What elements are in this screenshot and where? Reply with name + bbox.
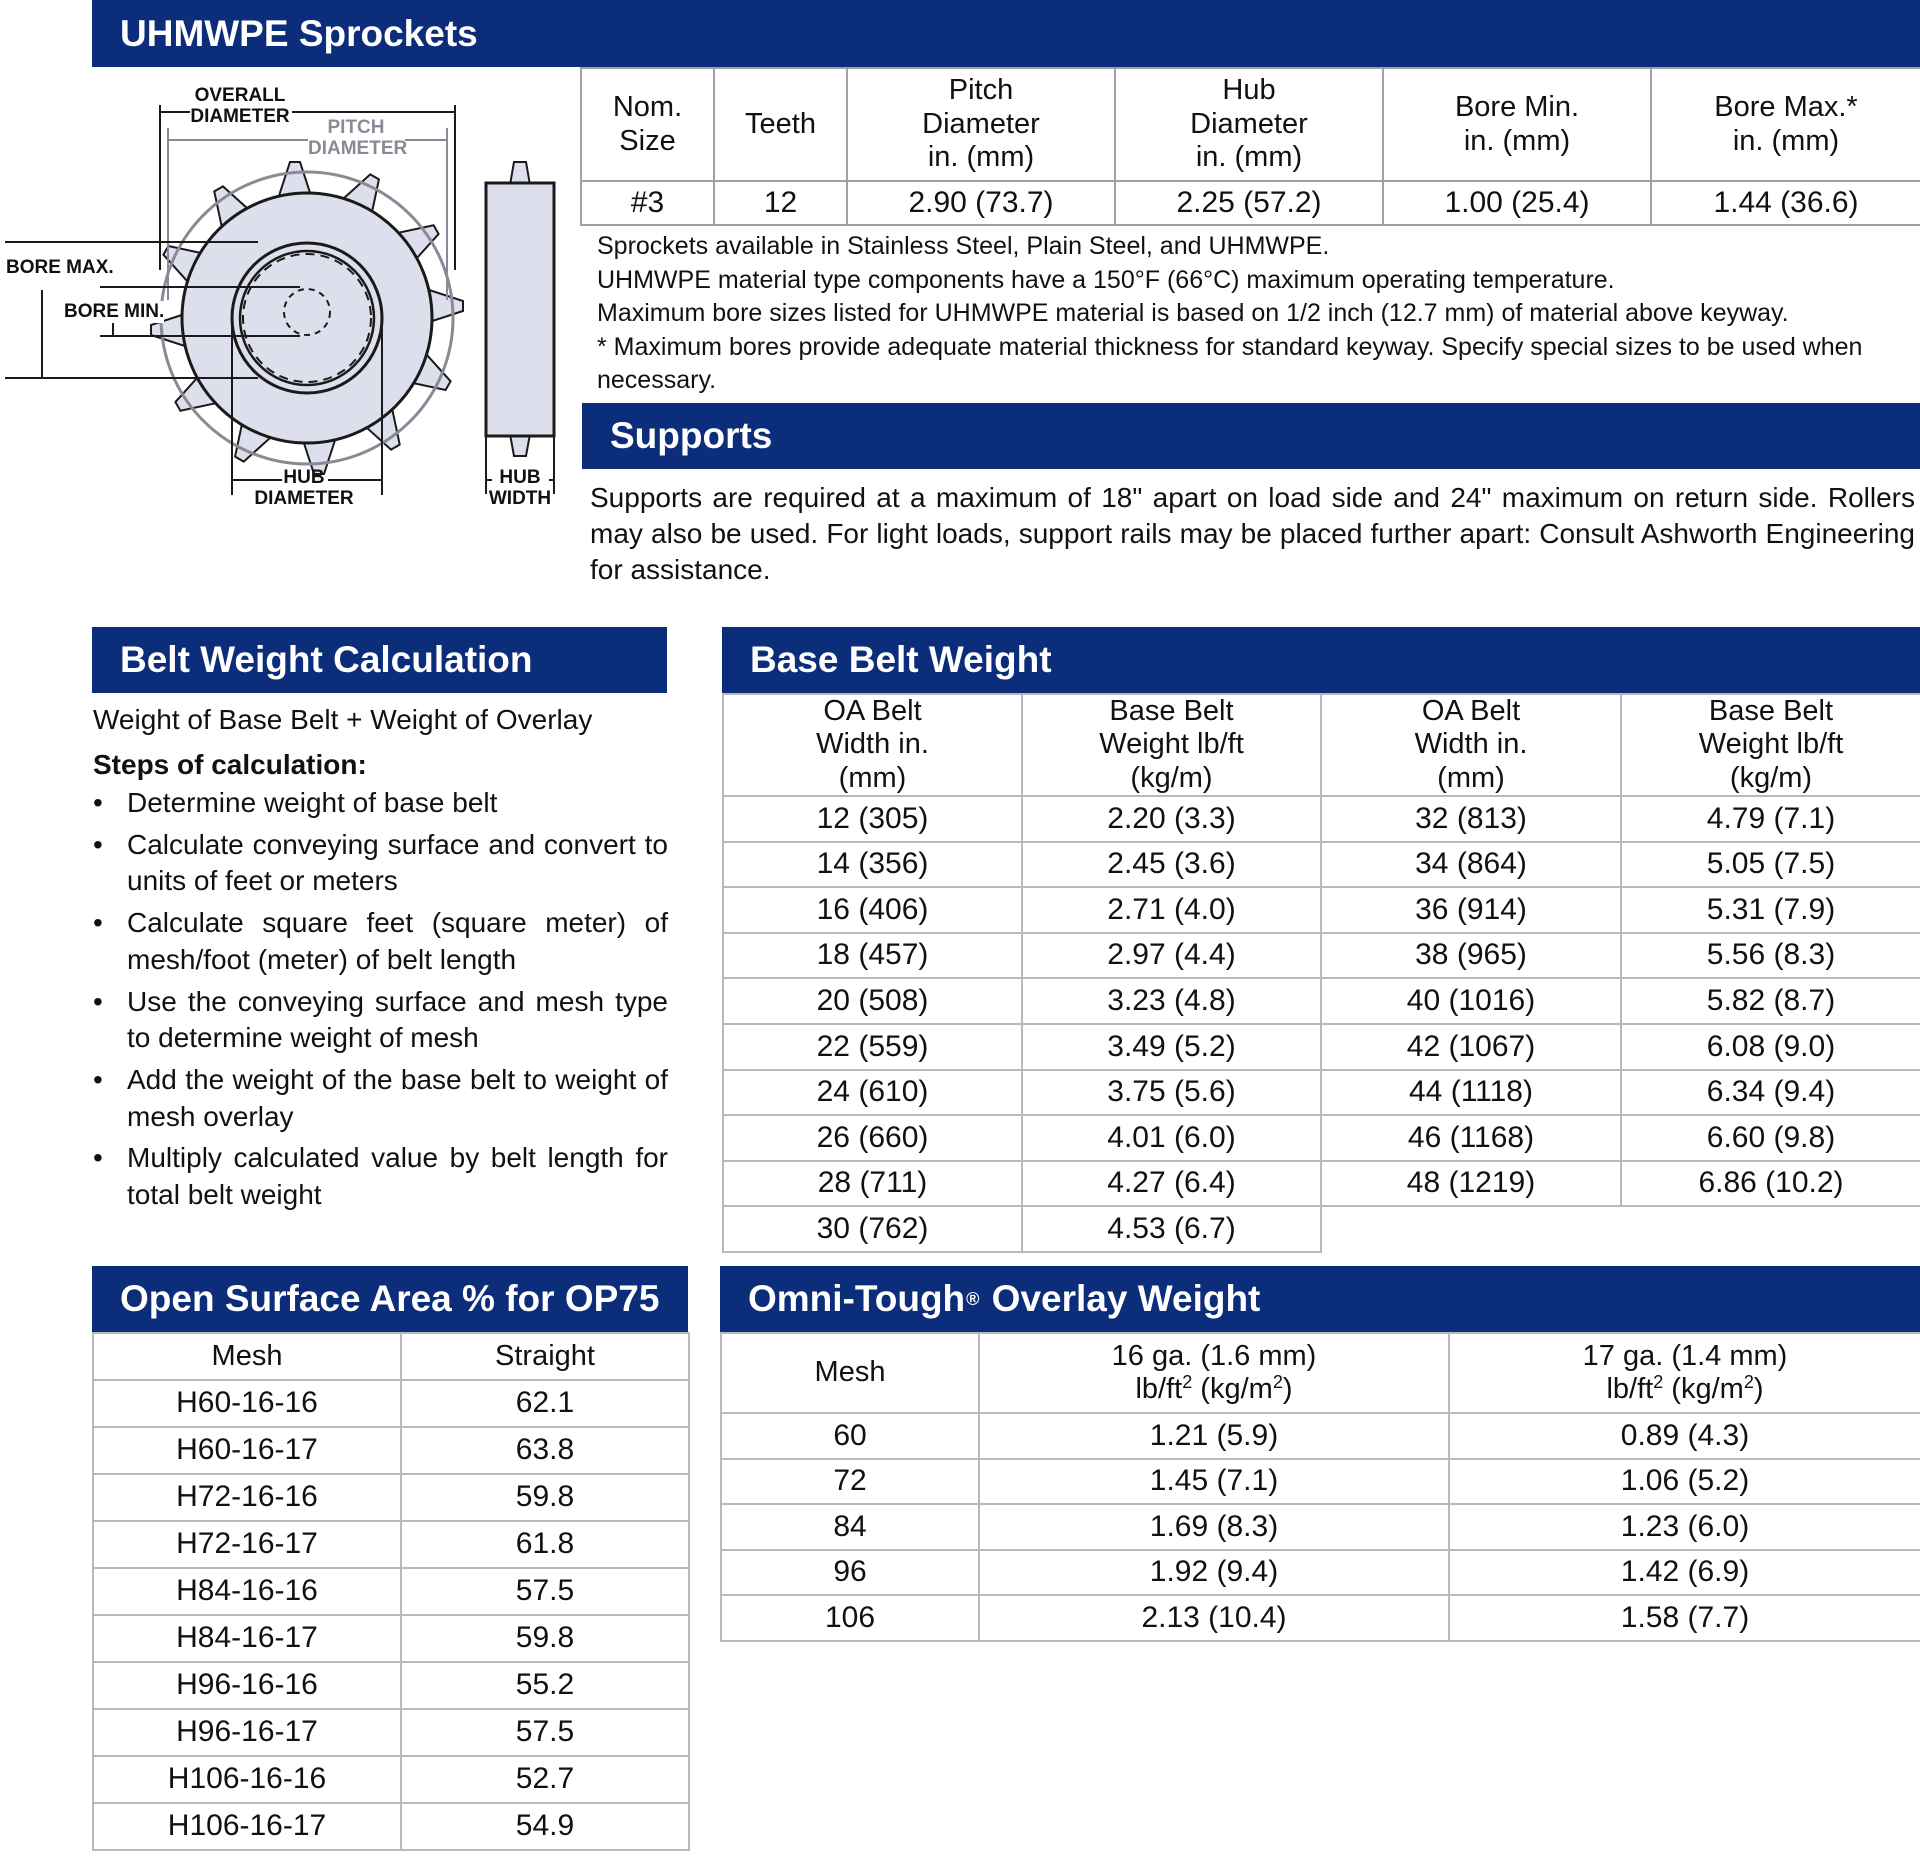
bbw-cell: 3.23 (4.8) <box>1022 978 1321 1024</box>
bbw-cell: 5.31 (7.9) <box>1621 887 1920 933</box>
header-pitch-diameter: Pitch Diameter in. (mm) <box>847 68 1115 181</box>
header-bore-max: Bore Max.* in. (mm) <box>1651 68 1920 181</box>
ow-cell: 1.45 (7.1) <box>979 1459 1449 1505</box>
osa-cell-value: 54.9 <box>401 1803 689 1850</box>
ow-header-17ga-line1: 17 ga. (1.4 mm) <box>1582 1339 1788 1372</box>
bbw-cell: 34 (864) <box>1321 842 1621 888</box>
header-nom-size: Nom. Size <box>581 68 714 181</box>
cell-teeth: 12 <box>714 181 847 225</box>
ow-header-17ga <box>1449 1333 1920 1413</box>
osa-cell-value: 57.5 <box>401 1568 689 1615</box>
calc-step: • Determine weight of base belt <box>93 785 668 822</box>
bbw-cell: 5.82 (8.7) <box>1621 978 1920 1024</box>
base-belt-weight-title-bar <box>722 627 1920 693</box>
osa-cell-mesh: H84-16-17 <box>93 1615 401 1662</box>
open-surface-title-bar <box>92 1266 688 1332</box>
ow-cell-mesh: 72 <box>721 1459 979 1505</box>
ow-header-16ga <box>979 1333 1449 1413</box>
ow-cell: 1.58 (7.7) <box>1449 1595 1920 1641</box>
note-4: * Maximum bores provide adequate material thickness for standard keyway. Specify special sizes to be used when necessary. <box>597 332 1863 395</box>
ow-cell-mesh: 84 <box>721 1504 979 1550</box>
osa-cell-mesh: H60-16-16 <box>93 1380 401 1427</box>
hub-width-label: HUB WIDTH <box>488 467 552 509</box>
osa-cell-mesh: H60-16-17 <box>93 1427 401 1474</box>
osa-cell-mesh: H96-16-16 <box>93 1662 401 1709</box>
bbw-cell: 40 (1016) <box>1321 978 1621 1024</box>
ow-unit: lb/ft <box>1135 1373 1183 1405</box>
bbw-cell: 6.34 (9.4) <box>1621 1070 1920 1116</box>
bbw-cell: 14 (356) <box>723 842 1022 888</box>
base-belt-weight-table <box>722 693 1920 1253</box>
ow-cell-mesh: 106 <box>721 1595 979 1641</box>
bbw-cell: 4.79 (7.1) <box>1621 796 1920 842</box>
osa-cell-mesh: H96-16-17 <box>93 1709 401 1756</box>
bbw-cell: 2.97 (4.4) <box>1022 933 1321 979</box>
ow-cell: 1.92 (9.4) <box>979 1550 1449 1596</box>
calc-step: • Add the weight of the base belt to weight of mesh overlay <box>93 1062 668 1135</box>
bbw-header: OA Belt Width in. (mm) <box>1321 694 1621 796</box>
osa-cell-value: 61.8 <box>401 1521 689 1568</box>
bbw-cell: 20 (508) <box>723 978 1022 1024</box>
osa-cell-value: 52.7 <box>401 1756 689 1803</box>
sprockets-title: UHMWPE Sprockets <box>120 12 478 54</box>
ow-sq: 2 <box>1272 1372 1283 1392</box>
sprocket-table <box>580 67 1920 226</box>
bbw-cell: 32 (813) <box>1321 796 1621 842</box>
osa-cell-value: 62.1 <box>401 1380 689 1427</box>
bbw-cell: 16 (406) <box>723 887 1022 933</box>
open-surface-table <box>92 1332 690 1851</box>
bbw-cell: 38 (965) <box>1321 933 1621 979</box>
bbw-cell: 30 (762) <box>723 1206 1022 1252</box>
supports-text: Supports are required at a maximum of 18" apart on load side and 24" maximum on return side. Rollers may also be used. For light loads, support rails may be placed further apart: Consult Ashworth Engineering for assistance. <box>590 482 1915 585</box>
note-3: Maximum bore sizes listed for UHMWPE material is based on 1/2 inch (12.7 mm) of material above keyway. <box>597 299 1789 328</box>
bbw-cell: 36 (914) <box>1321 887 1621 933</box>
ow-unit: ) <box>1282 1373 1293 1405</box>
belt-weight-calc-body <box>93 700 668 1219</box>
bbw-header: OA Belt Width in. (mm) <box>723 694 1022 796</box>
bbw-header: Base Belt Weight lb/ft (kg/m) <box>1022 694 1321 796</box>
overlay-table <box>720 1332 1920 1642</box>
sprocket-diagram <box>0 67 578 517</box>
cell-nom-size: #3 <box>581 181 714 225</box>
ow-unit: (kg/m <box>1663 1373 1744 1405</box>
cell-bore-min: 1.00 (25.4) <box>1383 181 1651 225</box>
ow-unit: ) <box>1753 1373 1764 1405</box>
ow-cell-mesh: 60 <box>721 1413 979 1459</box>
ow-cell: 0.89 (4.3) <box>1449 1413 1920 1459</box>
overlay-title-bar: Omni-Tough ® Overlay Weight <box>720 1266 1920 1332</box>
bbw-cell: 5.05 (7.5) <box>1621 842 1920 888</box>
ow-unit: lb/ft <box>1606 1373 1654 1405</box>
bbw-cell: 12 (305) <box>723 796 1022 842</box>
ow-header-16ga-line2 <box>980 1373 1448 1406</box>
overlay-title-suffix: Overlay Weight <box>981 1278 1261 1319</box>
osa-header-straight: Straight <box>401 1333 689 1380</box>
bbw-cell: 5.56 (8.3) <box>1621 933 1920 979</box>
sprocket-notes <box>597 230 1907 398</box>
osa-cell-mesh: H84-16-16 <box>93 1568 401 1615</box>
overlay-title-prefix: Omni-Tough <box>748 1278 966 1319</box>
supports-title-bar <box>582 403 1920 469</box>
bbw-cell: 4.53 (6.7) <box>1022 1206 1321 1252</box>
header-teeth: Teeth <box>714 68 847 181</box>
header-bore-min: Bore Min. in. (mm) <box>1383 68 1651 181</box>
cell-hub-diameter: 2.25 (57.2) <box>1115 181 1383 225</box>
calc-step: • Calculate conveying surface and convert to units of feet or meters <box>93 827 668 900</box>
bbw-cell: 4.01 (6.0) <box>1022 1115 1321 1161</box>
bore-min-label: BORE MIN. <box>64 301 165 322</box>
base-belt-weight-title: Base Belt Weight <box>750 639 1052 680</box>
bbw-cell: 28 (711) <box>723 1161 1022 1207</box>
calc-step: • Calculate square feet (square meter) of mesh/foot (meter) of belt length <box>93 905 668 978</box>
open-surface-title: Open Surface Area % for OP75 <box>120 1278 660 1319</box>
bbw-cell-empty <box>1321 1206 1621 1252</box>
calc-step: • Multiply calculated value by belt length for total belt weight <box>93 1140 668 1213</box>
bbw-cell: 26 (660) <box>723 1115 1022 1161</box>
note-2: UHMWPE material type components have a 150°F (66°C) maximum operating temperature. <box>597 265 1615 294</box>
osa-cell-mesh: H106-16-17 <box>93 1803 401 1850</box>
supports-title: Supports <box>610 415 773 456</box>
ow-cell: 1.69 (8.3) <box>979 1504 1449 1550</box>
bbw-cell: 2.20 (3.3) <box>1022 796 1321 842</box>
hub-diameter-label: HUB DIAMETER <box>254 467 354 509</box>
ow-sq: 2 <box>1182 1372 1193 1392</box>
bbw-cell-empty <box>1621 1206 1920 1252</box>
osa-cell-value: 57.5 <box>401 1709 689 1756</box>
sprocket-drawing <box>0 67 578 517</box>
osa-cell-value: 59.8 <box>401 1474 689 1521</box>
ow-sq: 2 <box>1743 1372 1754 1392</box>
ow-cell: 1.42 (6.9) <box>1449 1550 1920 1596</box>
osa-cell-value: 55.2 <box>401 1662 689 1709</box>
sprockets-title-bar <box>92 0 1920 67</box>
bbw-cell: 42 (1067) <box>1321 1024 1621 1070</box>
bbw-cell: 2.45 (3.6) <box>1022 842 1321 888</box>
bbw-cell: 3.49 (5.2) <box>1022 1024 1321 1070</box>
bbw-header: Base Belt Weight lb/ft (kg/m) <box>1621 694 1920 796</box>
osa-cell-mesh: H72-16-16 <box>93 1474 401 1521</box>
osa-cell-value: 63.8 <box>401 1427 689 1474</box>
bbw-cell: 2.71 (4.0) <box>1022 887 1321 933</box>
osa-header-mesh: Mesh <box>93 1333 401 1380</box>
bbw-cell: 6.60 (9.8) <box>1621 1115 1920 1161</box>
bbw-cell: 18 (457) <box>723 933 1022 979</box>
bbw-cell: 46 (1168) <box>1321 1115 1621 1161</box>
ow-header-16ga-line1: 16 ga. (1.6 mm) <box>1111 1339 1317 1372</box>
osa-cell-value: 59.8 <box>401 1615 689 1662</box>
ow-unit: (kg/m <box>1192 1373 1273 1405</box>
bbw-cell: 22 (559) <box>723 1024 1022 1070</box>
ow-cell: 1.23 (6.0) <box>1449 1504 1920 1550</box>
pitch-diameter-label: PITCH DIAMETER <box>308 117 408 159</box>
ow-cell: 1.21 (5.9) <box>979 1413 1449 1459</box>
bbw-cell: 4.27 (6.4) <box>1022 1161 1321 1207</box>
ow-cell: 2.13 (10.4) <box>979 1595 1449 1641</box>
osa-cell-mesh: H106-16-16 <box>93 1756 401 1803</box>
ow-header-17ga-line2 <box>1450 1373 1920 1406</box>
bbw-cell: 48 (1219) <box>1321 1161 1621 1207</box>
cell-pitch-diameter: 2.90 (73.7) <box>847 181 1115 225</box>
bbw-cell: 6.08 (9.0) <box>1621 1024 1920 1070</box>
cell-bore-max: 1.44 (36.6) <box>1651 181 1920 225</box>
ow-cell-mesh: 96 <box>721 1550 979 1596</box>
ow-header-mesh: Mesh <box>721 1333 979 1413</box>
calc-formula: Weight of Base Belt + Weight of Overlay <box>93 704 593 735</box>
hub-circle <box>232 243 382 393</box>
belt-weight-calc-title-bar <box>92 627 667 693</box>
bbw-cell: 6.86 (10.2) <box>1621 1161 1920 1207</box>
note-1: Sprockets available in Stainless Steel, Plain Steel, and UHMWPE. <box>597 232 1330 260</box>
bore-max-label: BORE MAX. <box>6 257 114 278</box>
belt-weight-calc-title: Belt Weight Calculation <box>120 639 533 680</box>
calc-step: • Use the conveying surface and mesh type to determine weight of mesh <box>93 984 668 1057</box>
header-hub-diameter: Hub Diameter in. (mm) <box>1115 68 1383 181</box>
bbw-cell: 44 (1118) <box>1321 1070 1621 1116</box>
bbw-cell: 3.75 (5.6) <box>1022 1070 1321 1116</box>
overall-diameter-label: OVERALL DIAMETER <box>190 85 290 127</box>
calc-steps-heading: Steps of calculation: <box>93 749 367 780</box>
ow-sq: 2 <box>1653 1372 1664 1392</box>
calc-steps-list <box>93 785 668 1214</box>
ow-cell: 1.06 (5.2) <box>1449 1459 1920 1505</box>
side-view <box>486 162 554 494</box>
osa-cell-mesh: H72-16-17 <box>93 1521 401 1568</box>
bbw-cell: 24 (610) <box>723 1070 1022 1116</box>
